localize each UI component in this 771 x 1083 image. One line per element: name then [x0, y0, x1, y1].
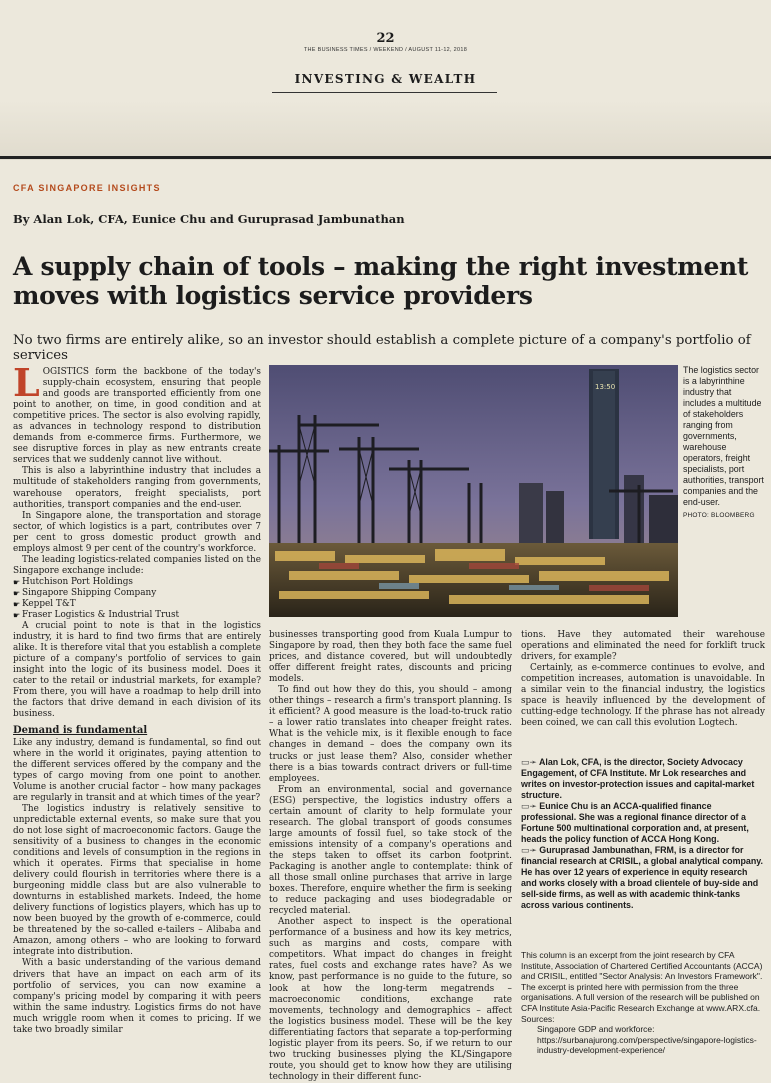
author-bio [521, 801, 765, 845]
article-kicker: CFA SINGAPORE INSIGHTS [13, 183, 161, 193]
page-number: 22 [376, 31, 395, 46]
paragraph: Another aspect to inspect is the operational performance of a business and how its key metrics, such as margins and costs, compare with competitors. What impact do changes in freight rates, fuel costs and exchange rates have? As we know, past performance is no guide to the future, so look at how the long-term megatrends – macroeconomic conditions, exchange rate movements, technology and demographics – affect the logistics business model. These will be the key differentiating factors that separate a top-performing logistic player from its peers. So, if we return to our two trucking businesses plying the KL/Singapore route, you should get to know how they are utilising technology in their different func- [269, 917, 512, 1082]
article-top-rule [0, 156, 771, 159]
paragraph: businesses transporting good from Kuala Lumpur to Singapore by road, then they both face the same fuel prices, and distance covered, but will undoubtedly offer different freight rates, discounts and pricing models. [269, 630, 512, 685]
headline-line-1: A supply chain of tools – making the right investment [13, 252, 749, 281]
photo-credit: PHOTO: BLOOMBERG [683, 512, 755, 519]
author-bios [521, 757, 765, 911]
list-item: ☛ Hutchison Port Holdings [13, 577, 261, 588]
bio-arrow-icon: ▭➛ [521, 801, 537, 811]
list-item: ☛ Singapore Shipping Company [13, 588, 261, 599]
source-label: Singapore GDP and workforce: [537, 1024, 655, 1035]
article-column-1 [13, 360, 261, 1036]
subhead: Demand is fundamental [13, 724, 148, 736]
section-rule [272, 92, 497, 93]
list-item: ☛ Fraser Logistics & Industrial Trust [13, 610, 261, 621]
paragraph-text: OGISTICS form the backbone of the today's supply-chain ecosystem, ensuring that people and goods are transported efficiently from one point to another, on time, in good condition and at competitive prices. The sector is also evolving rapidly, as advances in technology respond to distribution demands from e-commerce firms. Furthermore, we see disruptive forces in play as new entrants create services that we suddenly cannot live without. [13, 367, 261, 466]
paragraph: From an environmental, social and governance (ESG) perspective, the logistics industry offers a certain amount of clarity to help formulate your research. The global transport of goods consumes large amounts of fossil fuel, so take stock of the emissions intensity of a company's operations and the steps taken to offset its carbon footprint. Packaging is another angle to contemplate: think of all those small online purchases that arrive in large boxes. Therefore, enquire whether the firm is seeking to reduce packaging and uses biodegradable or recycled material. [269, 784, 512, 917]
article-column-3 [521, 630, 765, 729]
tower-sign: 13:50 [595, 383, 616, 391]
background-bleed [0, 100, 771, 160]
photo-caption [683, 365, 765, 521]
standfirst: No two firms are entirely alike, so an investor should establish a complete picture of a company's portfolio of services [13, 333, 751, 363]
port-photo [269, 365, 678, 617]
dropcap: L [13, 360, 40, 405]
paragraph: To find out how they do this, you should – among other things – research a firm's transport planning. Is it efficient? A good measure is the load-to-truck ratio – a lower ratio translates into cheaper freight rates. What is the vehicle mix, is it flexible enough to face changes in demand – does the company own its trucks or just lease them? Also, consider whether there is a bias towards contract drivers or full-time employees. [269, 685, 512, 784]
paragraph: The leading logistics-related companies listed on the Singapore exchange include: [13, 554, 261, 576]
byline: By Alan Lok, CFA, Eunice Chu and Guruprasad Jambunathan [13, 212, 405, 226]
paragraph [13, 360, 261, 466]
paragraph: Like any industry, demand is fundamental, so find out where in the world it originates, paying attention to the different services offered by the company and the types of cargo moving from one point to another. Volume is another crucial factor – how many packages are regularly in transit and at which times of the year? [13, 737, 261, 803]
bio-text: Eunice Chu is an ACCA-qualified finance professional. She was a regional finance director of a Fortune 500 multinational corporation and, at present, heads the policy function of ACCA Hong Kong. [521, 801, 749, 844]
headline [13, 252, 753, 310]
paragraph: The logistics industry is relatively sensitive to unpredictable external events, so make sure that you do not lose sight of macroeconomic factors. Gauge the sensitivity of a business to changes in the economic conditions and levels of consumption in the regions in which it operates. Firms that specialise in home delivery could flourish in territories where there is a burgeoning middle class but are also vulnerable to downturns in established markets. Indeed, the home delivery functions of logistics players, which has up to now been buoyed by the growth of e-commerce, could be threatened by the so-called e-tailers – Alibaba and Amazon, among others – who are looking to forward integrate into distribution. [13, 803, 261, 958]
research-note [521, 950, 765, 1056]
paragraph: In Singapore alone, the transportation and storage sector, of which logistics is a part, contributes over 7 per cent to gross domestic product growth and employs almost 9 per cent of the country's workforce. [13, 510, 261, 554]
bio-text: Alan Lok, CFA, is the director, Society Advocacy Engagement, of CFA Institute. Mr Lok researches and writes on investor-protection issues and capital-market structure. [521, 757, 755, 800]
bio-arrow-icon: ▭➛ [521, 757, 537, 767]
bio-arrow-icon: ▭➛ [521, 845, 537, 855]
company-list [13, 577, 261, 621]
paragraph: tions. Have they automated their warehouse operations and eliminated the need for forklift truck drivers, for example? [521, 630, 765, 663]
publication-info: THE BUSINESS TIMES / WEEKEND / AUGUST 11-12, 2018 [303, 47, 468, 53]
paragraph: Certainly, as e-commerce continues to evolve, and competition increases, automation is unavoidable. In a similar vein to the financial industry, the logistics space is heavily influenced by the development of cutting-edge technology. If the phrase has not already been coined, we can call this evolution Logtech. [521, 663, 765, 729]
list-item: ☛ Keppel T&T [13, 599, 261, 610]
paragraph: This is also a labyrinthine industry that includes a multitude of stakeholders ranging from governments, warehouse operators, freight specialists, port authorities, transport companies and the end-user. [13, 466, 261, 510]
author-bio [521, 757, 765, 801]
note-text: This column is an excerpt from the joint research by CFA Institute, Association of Chartered Certified Accountants (ACCA) and CRISIL, entitled "Sector Analysis: An Investors Framework". The excerpt is printed here with permission from the three organisations. A full version of the research will be published on CFA Institute Asia-Pacific Research Exchange at www.ARX.cfa. Sources: [521, 950, 763, 1024]
article-column-2 [269, 630, 512, 1083]
section-title: INVESTING & WEALTH [294, 72, 477, 86]
headline-line-2: moves with logistics service providers [13, 281, 533, 310]
bio-text: Guruprasad Jambunathan, FRM, is a director for financial research at CRISIL, a global analytical company. He has over 12 years of experience in equity research and works closely with a broad clientele of buy-side and sell-side firms, as well as with academic think-tanks across various continents. [521, 845, 764, 910]
source-link[interactable]: https://surbanajurong.com/perspective/singapore-logistics-industry-development-experience/ [537, 1034, 757, 1056]
paragraph: With a basic understanding of the various demand drivers that have an impact on each arm of its portfolio of services, you can now examine a company's pricing model by comparing it with peers within the same industry. Logistics firms do not have much wriggle room when it comes to pricing. If we take two broadly similar [13, 958, 261, 1035]
caption-text: The logistics sector is a labyrinthine industry that includes a multitude of stakeholders ranging from governments, warehouse operators, freight specialists, port authorities, transport companies and the end-user. [683, 365, 764, 507]
author-bio [521, 845, 765, 911]
paragraph: A crucial point to note is that in the logistics industry, it is hard to find two firms that are entirely alike. It is therefore vital that you establish a complete picture of a company's portfolio of services to gain insight into the logic of its business model. Does it cater to the retail or industrial markets, for example? From there, you will have a roadmap to help drill into the factors that drive demand in each division of its business. [13, 621, 261, 720]
